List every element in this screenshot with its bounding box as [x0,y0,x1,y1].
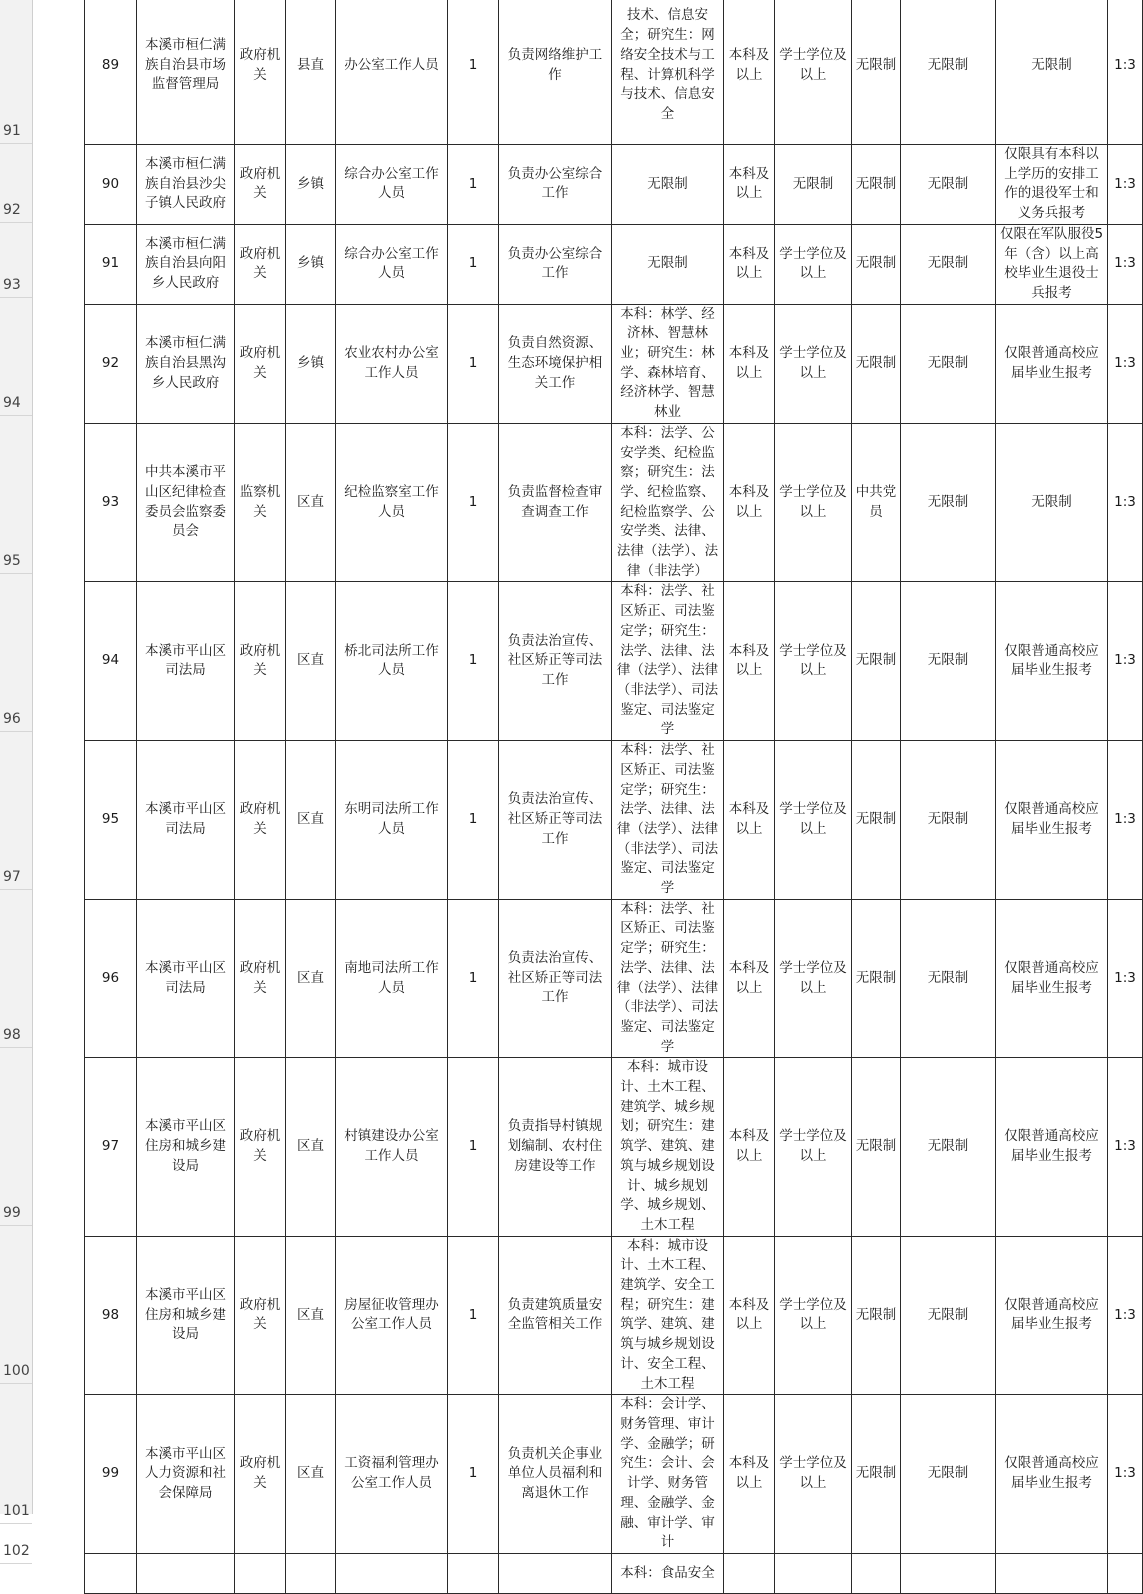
cell-level[interactable]: 区直 [286,423,336,582]
cell-education[interactable]: 本科及以上 [724,1236,775,1395]
cell-org-type[interactable]: 政府机关 [235,1058,286,1236]
cell-position[interactable]: 纪检监察室工作人员 [336,423,448,582]
cell-index[interactable]: 96 [85,899,137,1058]
cell-political[interactable]: 无限制 [852,224,901,304]
cell-headcount[interactable] [448,1553,499,1593]
cell-index[interactable]: 89 [85,0,137,145]
table-row [85,1236,1143,1395]
cell-political[interactable]: 无限制 [852,0,901,145]
cell-level[interactable]: 区直 [286,1236,336,1395]
cell-description[interactable]: 负责法治宣传、社区矫正等司法工作 [499,899,612,1058]
cell-political[interactable]: 无限制 [852,1058,901,1236]
cell-political[interactable] [852,1553,901,1593]
table-row [85,582,1143,741]
job-table [84,0,1143,1594]
cell-other[interactable]: 无限制 [901,0,996,145]
table-row [85,145,1143,225]
cell-index[interactable]: 93 [85,423,137,582]
cell-level[interactable]: 县直 [286,0,336,145]
cell-index[interactable]: 91 [85,224,137,304]
cell-index[interactable]: 95 [85,741,137,900]
cell-index[interactable]: 99 [85,1395,137,1554]
cell-degree[interactable]: 学士学位及以上 [775,1058,852,1236]
cell-headcount[interactable]: 1 [448,741,499,900]
cell-index[interactable]: 90 [85,145,137,225]
cell-major[interactable]: 技术、信息安全；研究生：网络安全技术与工程、计算机科学与技术、信息安全 [612,0,724,145]
cell-level[interactable]: 区直 [286,1395,336,1554]
cell-education[interactable]: 本科及以上 [724,0,775,145]
cell-degree[interactable]: 学士学位及以上 [775,899,852,1058]
cell-other[interactable]: 无限制 [901,145,996,225]
cell-note[interactable]: 仅限普通高校应届毕业生报考 [996,1058,1108,1236]
cell-political[interactable]: 无限制 [852,304,901,423]
cell-org-type[interactable]: 政府机关 [235,304,286,423]
cell-education[interactable]: 本科及以上 [724,741,775,900]
cell-level[interactable]: 乡镇 [286,145,336,225]
cell-education[interactable]: 本科及以上 [724,423,775,582]
cell-degree[interactable]: 学士学位及以上 [775,582,852,741]
row-number[interactable]: 93 [0,223,32,298]
cell-index[interactable]: 94 [85,582,137,741]
cell-unit[interactable]: 本溪市桓仁满族自治县黑沟乡人民政府 [137,304,235,423]
cell-political[interactable]: 无限制 [852,899,901,1058]
cell-education[interactable]: 本科及以上 [724,1395,775,1554]
cell-index[interactable]: 98 [85,1236,137,1395]
cell-other[interactable]: 无限制 [901,1058,996,1236]
cell-org-type[interactable]: 政府机关 [235,1395,286,1554]
cell-org-type[interactable]: 政府机关 [235,0,286,145]
cell-degree[interactable]: 学士学位及以上 [775,0,852,145]
cell-description[interactable]: 负责办公室综合工作 [499,224,612,304]
cell-headcount[interactable]: 1 [448,582,499,741]
cell-index[interactable]: 97 [85,1058,137,1236]
cell-description[interactable]: 负责网络维护工作 [499,0,612,145]
cell-other[interactable]: 无限制 [901,304,996,423]
cell-political[interactable]: 无限制 [852,1236,901,1395]
cell-ratio[interactable]: 1:3 [1108,224,1143,304]
cell-degree[interactable]: 学士学位及以上 [775,1236,852,1395]
cell-unit[interactable]: 本溪市平山区司法局 [137,899,235,1058]
cell-note[interactable]: 仅限普通高校应届毕业生报考 [996,304,1108,423]
cell-unit[interactable] [137,1553,235,1593]
cell-headcount[interactable]: 1 [448,0,499,145]
cell-other[interactable]: 无限制 [901,1236,996,1395]
cell-degree[interactable]: 学士学位及以上 [775,423,852,582]
row-number[interactable]: 92 [0,144,32,223]
cell-position[interactable]: 工资福利管理办公室工作人员 [336,1395,448,1554]
cell-description[interactable]: 负责指导村镇规划编制、农村住房建设等工作 [499,1058,612,1236]
cell-ratio[interactable]: 1:3 [1108,741,1143,900]
cell-unit[interactable]: 中共本溪市平山区纪律检查委员会监察委员会 [137,423,235,582]
cell-position[interactable]: 房屋征收管理办公室工作人员 [336,1236,448,1395]
cell-other[interactable]: 无限制 [901,899,996,1058]
cell-degree[interactable]: 学士学位及以上 [775,304,852,423]
cell-major[interactable]: 本科：城市设计、土木工程、建筑学、城乡规划；研究生：建筑学、建筑、建筑与城乡规划设计、城乡规划学、城乡规划、土木工程 [612,1058,724,1236]
cell-note[interactable]: 仅限普通高校应届毕业生报考 [996,582,1108,741]
cell-org-type[interactable]: 政府机关 [235,145,286,225]
cell-position[interactable]: 办公室工作人员 [336,0,448,145]
cell-other[interactable]: 无限制 [901,224,996,304]
cell-org-type[interactable]: 政府机关 [235,741,286,900]
cell-org-type[interactable]: 政府机关 [235,899,286,1058]
cell-major[interactable]: 本科：食品安全 [612,1553,724,1593]
table-row [85,224,1143,304]
cell-degree[interactable]: 学士学位及以上 [775,741,852,900]
cell-education[interactable] [724,1553,775,1593]
cell-level[interactable]: 乡镇 [286,304,336,423]
cell-description[interactable]: 负责法治宣传、社区矫正等司法工作 [499,741,612,900]
cell-political[interactable]: 无限制 [852,1395,901,1554]
cell-position[interactable]: 综合办公室工作人员 [336,224,448,304]
cell-description[interactable] [499,1553,612,1593]
cell-unit[interactable]: 本溪市平山区人力资源和社会保障局 [137,1395,235,1554]
cell-headcount[interactable]: 1 [448,1058,499,1236]
cell-org-type[interactable]: 监察机关 [235,423,286,582]
cell-unit[interactable]: 本溪市桓仁满族自治县沙尖子镇人民政府 [137,145,235,225]
cell-ratio[interactable]: 1:3 [1108,1058,1143,1236]
cell-unit[interactable]: 本溪市平山区司法局 [137,582,235,741]
table-row [85,0,1143,145]
cell-description[interactable]: 负责法治宣传、社区矫正等司法工作 [499,582,612,741]
cell-degree[interactable]: 学士学位及以上 [775,224,852,304]
cell-description[interactable]: 负责自然资源、生态环境保护相关工作 [499,304,612,423]
cell-education[interactable]: 本科及以上 [724,224,775,304]
row-number[interactable]: 95 [0,416,32,574]
cell-unit[interactable]: 本溪市平山区住房和城乡建设局 [137,1236,235,1395]
cell-unit[interactable]: 本溪市平山区司法局 [137,741,235,900]
cell-political[interactable]: 无限制 [852,582,901,741]
cell-note[interactable] [996,1553,1108,1593]
cell-description[interactable]: 负责建筑质量安全监管相关工作 [499,1236,612,1395]
row-number[interactable]: 97 [0,732,32,890]
table-row [85,741,1143,900]
cell-education[interactable]: 本科及以上 [724,304,775,423]
cell-degree[interactable] [775,1553,852,1593]
cell-level[interactable]: 区直 [286,899,336,1058]
cell-level[interactable] [286,1553,336,1593]
cell-ratio[interactable] [1108,1553,1143,1593]
cell-note[interactable]: 仅限普通高校应届毕业生报考 [996,1395,1108,1554]
cell-ratio[interactable]: 1:3 [1108,899,1143,1058]
cell-ratio[interactable]: 1:3 [1108,1236,1143,1395]
cell-major[interactable]: 本科：林学、经济林、智慧林业；研究生：林学、森林培育、经济林学、智慧林业 [612,304,724,423]
cell-ratio[interactable]: 1:3 [1108,304,1143,423]
cell-note[interactable]: 无限制 [996,423,1108,582]
cell-headcount[interactable]: 1 [448,1236,499,1395]
cell-org-type[interactable]: 政府机关 [235,1236,286,1395]
cell-headcount[interactable]: 1 [448,899,499,1058]
cell-headcount[interactable]: 1 [448,304,499,423]
cell-note[interactable]: 仅限具有本科以上学历的安排工作的退役军士和义务兵报考 [996,145,1108,225]
cell-level[interactable]: 区直 [286,1058,336,1236]
cell-degree[interactable]: 无限制 [775,145,852,225]
cell-note[interactable]: 无限制 [996,0,1108,145]
row-number[interactable]: 91 [0,0,32,144]
cell-headcount[interactable]: 1 [448,1395,499,1554]
table-row [85,899,1143,1058]
cell-index[interactable]: 92 [85,304,137,423]
cell-unit[interactable]: 本溪市桓仁满族自治县向阳乡人民政府 [137,224,235,304]
row-number[interactable]: 98 [0,890,32,1048]
table-row [85,1058,1143,1236]
row-number[interactable]: 94 [0,298,32,416]
cell-ratio[interactable]: 1:3 [1108,1395,1143,1554]
table-row [85,304,1143,423]
cell-political[interactable]: 无限制 [852,741,901,900]
row-number[interactable]: 99 [0,1048,32,1226]
cell-other[interactable] [901,1553,996,1593]
table-row [85,1553,1143,1593]
cell-note[interactable]: 仅限在军队服役5年（含）以上高校毕业生退役士兵报考 [996,224,1108,304]
cell-index[interactable] [85,1553,137,1593]
cell-other[interactable]: 无限制 [901,741,996,900]
cell-political[interactable]: 中共党员 [852,423,901,582]
cell-degree[interactable]: 学士学位及以上 [775,1395,852,1554]
cell-education[interactable]: 本科及以上 [724,1058,775,1236]
cell-major[interactable]: 本科：法学、社区矫正、司法鉴定学；研究生：法学、法律、法律（法学）、法律（非法学）、司法鉴定、司法鉴定学 [612,582,724,741]
row-number[interactable]: 102 [0,1524,32,1564]
row-number[interactable]: 100 [0,1226,32,1384]
cell-major[interactable]: 本科：法学、社区矫正、司法鉴定学；研究生：法学、法律、法律（法学）、法律（非法学）、司法鉴定、司法鉴定学 [612,741,724,900]
cell-position[interactable]: 农业农村办公室工作人员 [336,304,448,423]
cell-education[interactable]: 本科及以上 [724,899,775,1058]
cell-major[interactable]: 无限制 [612,145,724,225]
cell-description[interactable]: 负责机关企事业单位人员福利和离退休工作 [499,1395,612,1554]
cell-level[interactable]: 区直 [286,741,336,900]
table-row [85,423,1143,582]
cell-org-type[interactable]: 政府机关 [235,224,286,304]
cell-org-type[interactable] [235,1553,286,1593]
cell-ratio[interactable]: 1:3 [1108,145,1143,225]
cell-position[interactable]: 综合办公室工作人员 [336,145,448,225]
cell-note[interactable]: 仅限普通高校应届毕业生报考 [996,899,1108,1058]
cell-unit[interactable]: 本溪市平山区住房和城乡建设局 [137,1058,235,1236]
cell-level[interactable]: 乡镇 [286,224,336,304]
cell-position[interactable]: 村镇建设办公室工作人员 [336,1058,448,1236]
cell-position[interactable]: 东明司法所工作人员 [336,741,448,900]
cell-org-type[interactable]: 政府机关 [235,582,286,741]
cell-major[interactable]: 本科：法学、公安学类、纪检监察；研究生：法学、纪检监察、纪检监察学、公安学类、法律、法律（法学）、法律（非法学） [612,423,724,582]
cell-ratio[interactable]: 1:3 [1108,423,1143,582]
cell-major[interactable]: 无限制 [612,224,724,304]
cell-note[interactable]: 仅限普通高校应届毕业生报考 [996,1236,1108,1395]
cell-headcount[interactable]: 1 [448,145,499,225]
cell-other[interactable]: 无限制 [901,582,996,741]
cell-position[interactable]: 南地司法所工作人员 [336,899,448,1058]
cell-major[interactable]: 本科：会计学、财务管理、审计学、金融学；研究生：会计、会计学、财务管理、金融学、金融、审计学、审计 [612,1395,724,1554]
table-row [85,1395,1143,1554]
cell-education[interactable]: 本科及以上 [724,582,775,741]
cell-position[interactable] [336,1553,448,1593]
cell-major[interactable]: 本科：法学、社区矫正、司法鉴定学；研究生：法学、法律、法律（法学）、法律（非法学）、司法鉴定、司法鉴定学 [612,899,724,1058]
cell-position[interactable]: 桥北司法所工作人员 [336,582,448,741]
cell-political[interactable]: 无限制 [852,145,901,225]
cell-education[interactable]: 本科及以上 [724,145,775,225]
cell-other[interactable]: 无限制 [901,423,996,582]
cell-ratio[interactable]: 1:3 [1108,0,1143,145]
cell-headcount[interactable]: 1 [448,423,499,582]
cell-unit[interactable]: 本溪市桓仁满族自治县市场监督管理局 [137,0,235,145]
row-number[interactable]: 96 [0,574,32,732]
cell-note[interactable]: 仅限普通高校应届毕业生报考 [996,741,1108,900]
cell-major[interactable]: 本科：城市设计、土木工程、建筑学、安全工程；研究生：建筑学、建筑、建筑与城乡规划设计、安全工程、土木工程 [612,1236,724,1395]
cell-description[interactable]: 负责监督检查审查调查工作 [499,423,612,582]
row-number[interactable]: 101 [0,1384,32,1524]
cell-other[interactable]: 无限制 [901,1395,996,1554]
cell-level[interactable]: 区直 [286,582,336,741]
cell-ratio[interactable]: 1:3 [1108,582,1143,741]
cell-description[interactable]: 负责办公室综合工作 [499,145,612,225]
cell-headcount[interactable]: 1 [448,224,499,304]
